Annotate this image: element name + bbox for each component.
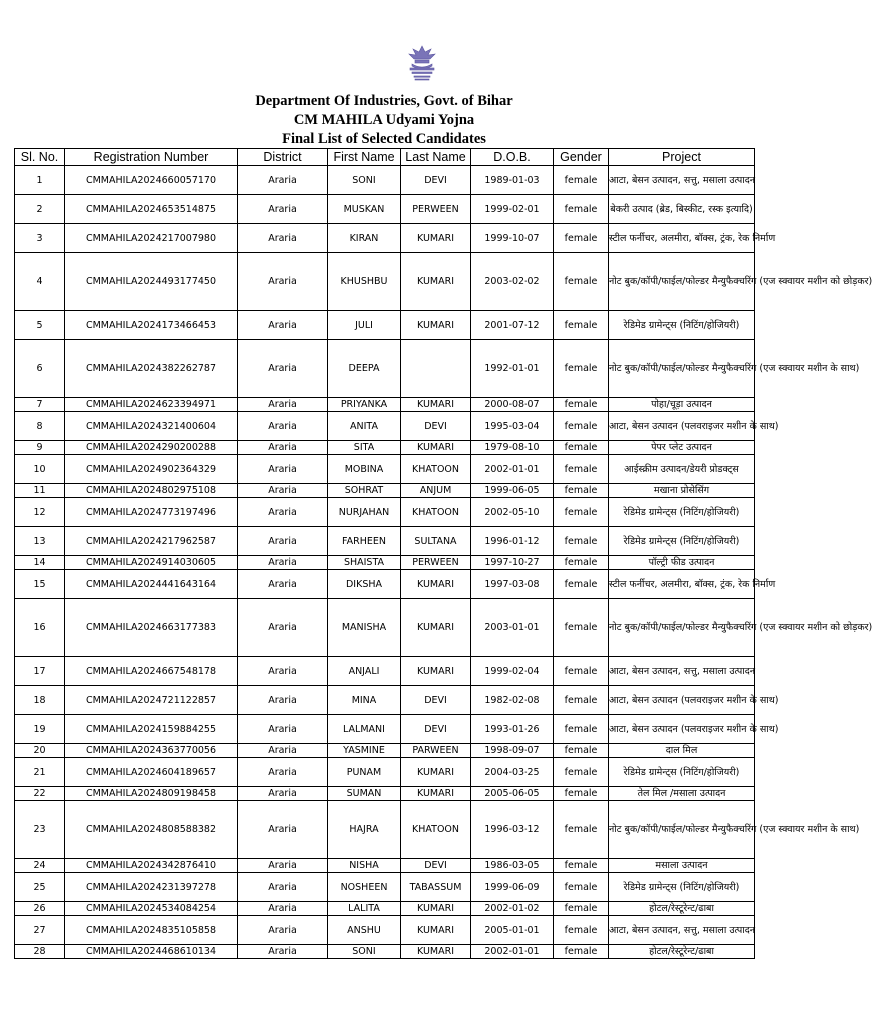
cell-last-name: KUMARI xyxy=(401,398,471,412)
cell-project: पोहा/चूड़ा उत्पादन xyxy=(609,398,755,412)
cell-last-name: KHATOON xyxy=(401,498,471,527)
cell-first-name: LALITA xyxy=(328,902,401,916)
table-row xyxy=(15,787,755,801)
cell-project: रेडिमेड ग्रामेन्ट्स (निटिंग/होजियरी) xyxy=(609,873,755,902)
cell-first-name: NOSHEEN xyxy=(328,873,401,902)
cell-last-name: KUMARI xyxy=(401,916,471,945)
cell-district: Araria xyxy=(238,599,328,657)
cell-registration-number: CMMAHILA2024290200288 xyxy=(65,441,238,455)
cell-first-name: NURJAHAN xyxy=(328,498,401,527)
table-row xyxy=(15,498,755,527)
cell-dob: 2002-05-10 xyxy=(471,498,554,527)
table-header-row xyxy=(15,149,755,166)
cell-district: Araria xyxy=(238,527,328,556)
cell-registration-number: CMMAHILA2024604189657 xyxy=(65,758,238,787)
cell-dob: 1979-08-10 xyxy=(471,441,554,455)
cell-registration-number: CMMAHILA2024342876410 xyxy=(65,859,238,873)
cell-dob: 2003-02-02 xyxy=(471,253,554,311)
cell-dob: 1997-10-27 xyxy=(471,556,554,570)
cell-district: Araria xyxy=(238,916,328,945)
table-row xyxy=(15,441,755,455)
cell-dob: 1997-03-08 xyxy=(471,570,554,599)
cell-district: Araria xyxy=(238,195,328,224)
cell-project: नोट बुक/कॉपी/फाईल/फोल्डर मैन्युफैक्चरिंग (एज स्क्वायर मशीन के साथ) xyxy=(609,801,755,859)
cell-registration-number: CMMAHILA2024159884255 xyxy=(65,715,238,744)
cell-gender: female xyxy=(554,570,609,599)
cell-dob: 2005-01-01 xyxy=(471,916,554,945)
cell-dob: 1999-10-07 xyxy=(471,224,554,253)
cell-project: मखाना प्रोसेसिंग xyxy=(609,484,755,498)
cell-district: Araria xyxy=(238,902,328,916)
cell-last-name: DEVI xyxy=(401,686,471,715)
cell-dob: 1996-03-12 xyxy=(471,801,554,859)
cell-registration-number: CMMAHILA2024902364329 xyxy=(65,455,238,484)
cell-registration-number: CMMAHILA2024363770056 xyxy=(65,744,238,758)
table-row xyxy=(15,657,755,686)
cell-sl-no: 23 xyxy=(15,801,65,859)
cell-sl-no: 6 xyxy=(15,340,65,398)
cell-gender: female xyxy=(554,859,609,873)
cell-project: नोट बुक/कॉपी/फाईल/फोल्डर मैन्युफैक्चरिंग (एज स्क्वायर मशीन के साथ) xyxy=(609,340,755,398)
cell-dob: 1982-02-08 xyxy=(471,686,554,715)
cell-district: Araria xyxy=(238,484,328,498)
cell-district: Araria xyxy=(238,873,328,902)
cell-project: आटा, बेसन उत्पादन, सत्तु, मसाला उत्पादन xyxy=(609,657,755,686)
cell-registration-number: CMMAHILA2024493177450 xyxy=(65,253,238,311)
cell-dob: 2000-08-07 xyxy=(471,398,554,412)
cell-first-name: HAJRA xyxy=(328,801,401,859)
cell-sl-no: 24 xyxy=(15,859,65,873)
cell-first-name: MANISHA xyxy=(328,599,401,657)
cell-district: Araria xyxy=(238,253,328,311)
cell-first-name: KIRAN xyxy=(328,224,401,253)
cell-sl-no: 13 xyxy=(15,527,65,556)
cell-district: Araria xyxy=(238,859,328,873)
cell-last-name: KUMARI xyxy=(401,441,471,455)
table-row xyxy=(15,556,755,570)
col-header-dob: D.O.B. xyxy=(471,149,554,166)
cell-last-name: ANJUM xyxy=(401,484,471,498)
cell-sl-no: 15 xyxy=(15,570,65,599)
list-title: Final List of Selected Candidates xyxy=(282,131,486,147)
cell-registration-number: CMMAHILA2024217007980 xyxy=(65,224,238,253)
table-row xyxy=(15,758,755,787)
cell-first-name: PUNAM xyxy=(328,758,401,787)
cell-gender: female xyxy=(554,902,609,916)
cell-last-name: DEVI xyxy=(401,859,471,873)
cell-registration-number: CMMAHILA2024802975108 xyxy=(65,484,238,498)
table-row xyxy=(15,195,755,224)
cell-gender: female xyxy=(554,412,609,441)
cell-gender: female xyxy=(554,758,609,787)
cell-project: पेपर प्लेट उत्पादन xyxy=(609,441,755,455)
table-row xyxy=(15,340,755,398)
cell-dob: 1995-03-04 xyxy=(471,412,554,441)
cell-project: स्टील फर्नीचर, अलमीरा, बॉक्स, ट्रंक, रेक निर्माण xyxy=(609,224,755,253)
cell-project: रेडिमेड ग्रामेन्ट्स (निटिंग/होजियरी) xyxy=(609,311,755,340)
table-row xyxy=(15,945,755,959)
col-header-district: District xyxy=(238,149,328,166)
cell-registration-number: CMMAHILA2024808588382 xyxy=(65,801,238,859)
cell-first-name: PRIYANKA xyxy=(328,398,401,412)
cell-last-name: KUMARI xyxy=(401,902,471,916)
cell-last-name: SULTANA xyxy=(401,527,471,556)
cell-first-name: DIKSHA xyxy=(328,570,401,599)
table-row xyxy=(15,311,755,340)
cell-district: Araria xyxy=(238,556,328,570)
cell-first-name: SONI xyxy=(328,166,401,195)
table-body xyxy=(15,166,872,959)
cell-project: स्टील फर्नीचर, अलमीरा, बॉक्स, ट्रंक, रेक निर्माण xyxy=(609,570,755,599)
cell-gender: female xyxy=(554,801,609,859)
cell-project: मसाला उत्पादन xyxy=(609,859,755,873)
cell-district: Araria xyxy=(238,686,328,715)
col-header-sl-no: Sl. No. xyxy=(15,149,65,166)
cell-district: Araria xyxy=(238,787,328,801)
cell-district: Araria xyxy=(238,570,328,599)
cell-registration-number: CMMAHILA2024468610134 xyxy=(65,945,238,959)
cell-project: होटल/रेस्टूरेन्ट/ढाबा xyxy=(609,945,755,959)
cell-project: नोट बुक/कॉपी/फाईल/फोल्डर मैन्युफैक्चरिंग (एज स्क्वायर मशीन को छोड़कर) xyxy=(609,599,755,657)
cell-sl-no: 25 xyxy=(15,873,65,902)
cell-project: रेडिमेड ग्रामेन्ट्स (निटिंग/होजियरी) xyxy=(609,758,755,787)
cell-gender: female xyxy=(554,945,609,959)
cell-dob: 2002-01-01 xyxy=(471,945,554,959)
cell-registration-number: CMMAHILA2024623394971 xyxy=(65,398,238,412)
cell-district: Araria xyxy=(238,657,328,686)
cell-district: Araria xyxy=(238,715,328,744)
cell-project: रेडिमेड ग्रामेन्ट्स (निटिंग/होजियरी) xyxy=(609,527,755,556)
cell-registration-number: CMMAHILA2024809198458 xyxy=(65,787,238,801)
cell-sl-no: 4 xyxy=(15,253,65,311)
cell-first-name: ANJALI xyxy=(328,657,401,686)
cell-registration-number: CMMAHILA2024441643164 xyxy=(65,570,238,599)
department-title: Department Of Industries, Govt. of Bihar xyxy=(255,93,513,109)
cell-last-name: KUMARI xyxy=(401,253,471,311)
cell-district: Araria xyxy=(238,498,328,527)
cell-sl-no: 5 xyxy=(15,311,65,340)
cell-gender: female xyxy=(554,556,609,570)
cell-gender: female xyxy=(554,527,609,556)
cell-gender: female xyxy=(554,873,609,902)
cell-dob: 1999-06-09 xyxy=(471,873,554,902)
col-header-last-name: Last Name xyxy=(401,149,471,166)
cell-dob: 1998-09-07 xyxy=(471,744,554,758)
cell-last-name: DEVI xyxy=(401,715,471,744)
cell-first-name: DEEPA xyxy=(328,340,401,398)
cell-first-name: YASMINE xyxy=(328,744,401,758)
table-row xyxy=(15,916,755,945)
cell-sl-no: 7 xyxy=(15,398,65,412)
cell-last-name: TABASSUM xyxy=(401,873,471,902)
cell-registration-number: CMMAHILA2024173466453 xyxy=(65,311,238,340)
col-header-registration-number: Registration Number xyxy=(65,149,238,166)
table-row xyxy=(15,859,755,873)
cell-dob: 1986-03-05 xyxy=(471,859,554,873)
cell-last-name: KUMARI xyxy=(401,945,471,959)
cell-gender: female xyxy=(554,599,609,657)
cell-district: Araria xyxy=(238,166,328,195)
cell-first-name: MUSKAN xyxy=(328,195,401,224)
cell-first-name: SHAISTA xyxy=(328,556,401,570)
table-row xyxy=(15,484,755,498)
cell-project: आटा, बेसन उत्पादन (पलवराइजर मशीन के साथ) xyxy=(609,412,755,441)
cell-project: तेल मिल /मसाला उत्पादन xyxy=(609,787,755,801)
cell-sl-no: 1 xyxy=(15,166,65,195)
cell-project: बेकरी उत्पाद (ब्रेड, बिस्कीट, रस्क इत्यादि) xyxy=(609,195,755,224)
cell-sl-no: 19 xyxy=(15,715,65,744)
cell-gender: female xyxy=(554,484,609,498)
cell-last-name: KUMARI xyxy=(401,224,471,253)
cell-registration-number: CMMAHILA2024663177383 xyxy=(65,599,238,657)
cell-district: Araria xyxy=(238,744,328,758)
cell-dob: 1999-02-04 xyxy=(471,657,554,686)
cell-project: होटल/रेस्टूरेन्ट/ढाबा xyxy=(609,902,755,916)
cell-last-name: PERWEEN xyxy=(401,556,471,570)
cell-first-name: KHUSHBU xyxy=(328,253,401,311)
table-row xyxy=(15,902,755,916)
cell-sl-no: 28 xyxy=(15,945,65,959)
cell-gender: female xyxy=(554,715,609,744)
cell-project: नोट बुक/कॉपी/फाईल/फोल्डर मैन्युफैक्चरिंग (एज स्क्वायर मशीन को छोड़कर) xyxy=(609,253,755,311)
table-row xyxy=(15,253,755,311)
selected-candidates-table xyxy=(14,148,872,959)
cell-registration-number: CMMAHILA2024667548178 xyxy=(65,657,238,686)
cell-last-name: KUMARI xyxy=(401,599,471,657)
cell-registration-number: CMMAHILA2024321400604 xyxy=(65,412,238,441)
cell-dob: 2002-01-02 xyxy=(471,902,554,916)
cell-first-name: FARHEEN xyxy=(328,527,401,556)
cell-first-name: ANSHU xyxy=(328,916,401,945)
cell-dob: 1999-02-01 xyxy=(471,195,554,224)
cell-project: आटा, बेसन उत्पादन, सत्तु, मसाला उत्पादन xyxy=(609,916,755,945)
cell-registration-number: CMMAHILA2024721122857 xyxy=(65,686,238,715)
table-row xyxy=(15,570,755,599)
cell-district: Araria xyxy=(238,340,328,398)
cell-dob: 2002-01-01 xyxy=(471,455,554,484)
cell-district: Araria xyxy=(238,412,328,441)
cell-last-name: KUMARI xyxy=(401,787,471,801)
cell-last-name: KHATOON xyxy=(401,801,471,859)
cell-gender: female xyxy=(554,787,609,801)
table-row xyxy=(15,455,755,484)
cell-first-name: NISHA xyxy=(328,859,401,873)
cell-first-name: SOHRAT xyxy=(328,484,401,498)
cell-dob: 2001-07-12 xyxy=(471,311,554,340)
col-header-gender: Gender xyxy=(554,149,609,166)
cell-last-name: DEVI xyxy=(401,166,471,195)
cell-last-name: KUMARI xyxy=(401,311,471,340)
cell-sl-no: 12 xyxy=(15,498,65,527)
cell-project: रेडिमेड ग्रामेन्ट्स (निटिंग/होजियरी) xyxy=(609,498,755,527)
cell-gender: female xyxy=(554,224,609,253)
table-row xyxy=(15,398,755,412)
cell-dob: 2005-06-05 xyxy=(471,787,554,801)
cell-gender: female xyxy=(554,498,609,527)
cell-registration-number: CMMAHILA2024653514875 xyxy=(65,195,238,224)
cell-registration-number: CMMAHILA2024660057170 xyxy=(65,166,238,195)
cell-registration-number: CMMAHILA2024217962587 xyxy=(65,527,238,556)
cell-last-name xyxy=(401,340,471,398)
cell-first-name: LALMANI xyxy=(328,715,401,744)
table-row xyxy=(15,599,755,657)
cell-gender: female xyxy=(554,398,609,412)
cell-last-name: KHATOON xyxy=(401,455,471,484)
cell-sl-no: 27 xyxy=(15,916,65,945)
cell-gender: female xyxy=(554,916,609,945)
cell-sl-no: 21 xyxy=(15,758,65,787)
scheme-title: CM MAHILA Udyami Yojna xyxy=(293,112,475,128)
cell-district: Araria xyxy=(238,441,328,455)
cell-sl-no: 16 xyxy=(15,599,65,657)
cell-dob: 1989-01-03 xyxy=(471,166,554,195)
cell-project: आटा, बेसन उत्पादन (पलवराइजर मशीन के साथ) xyxy=(609,686,755,715)
cell-district: Araria xyxy=(238,455,328,484)
cell-district: Araria xyxy=(238,801,328,859)
table-row xyxy=(15,801,755,859)
cell-last-name: KUMARI xyxy=(401,657,471,686)
cell-project: आटा, बेसन उत्पादन (पलवराइजर मशीन के साथ) xyxy=(609,715,755,744)
cell-gender: female xyxy=(554,166,609,195)
cell-dob: 1999-06-05 xyxy=(471,484,554,498)
cell-dob: 2003-01-01 xyxy=(471,599,554,657)
cell-last-name: KUMARI xyxy=(401,570,471,599)
cell-gender: female xyxy=(554,744,609,758)
cell-sl-no: 11 xyxy=(15,484,65,498)
cell-district: Araria xyxy=(238,311,328,340)
table-row xyxy=(15,686,755,715)
cell-project: आईस्क्रीम उत्पादन/डेयरी प्रोडक्ट्स xyxy=(609,455,755,484)
cell-last-name: PERWEEN xyxy=(401,195,471,224)
table-row xyxy=(15,224,755,253)
cell-gender: female xyxy=(554,195,609,224)
table-row xyxy=(15,166,755,195)
col-header-project: Project xyxy=(609,149,755,166)
cell-registration-number: CMMAHILA2024773197496 xyxy=(65,498,238,527)
cell-registration-number: CMMAHILA2024914030605 xyxy=(65,556,238,570)
cell-sl-no: 22 xyxy=(15,787,65,801)
cell-gender: female xyxy=(554,686,609,715)
cell-district: Araria xyxy=(238,945,328,959)
cell-sl-no: 17 xyxy=(15,657,65,686)
cell-district: Araria xyxy=(238,224,328,253)
cell-last-name: DEVI xyxy=(401,412,471,441)
cell-registration-number: CMMAHILA2024534084254 xyxy=(65,902,238,916)
cell-first-name: SONI xyxy=(328,945,401,959)
cell-gender: female xyxy=(554,657,609,686)
cell-sl-no: 26 xyxy=(15,902,65,916)
cell-registration-number: CMMAHILA2024835105858 xyxy=(65,916,238,945)
cell-dob: 1992-01-01 xyxy=(471,340,554,398)
cell-district: Araria xyxy=(238,398,328,412)
cell-first-name: JULI xyxy=(328,311,401,340)
cell-gender: female xyxy=(554,340,609,398)
cell-sl-no: 10 xyxy=(15,455,65,484)
cell-project: पॉल्ट्री फीड उत्पादन xyxy=(609,556,755,570)
cell-dob: 2004-03-25 xyxy=(471,758,554,787)
cell-last-name: KUMARI xyxy=(401,758,471,787)
table-row xyxy=(15,412,755,441)
cell-project: आटा, बेसन उत्पादन, सत्तु, मसाला उत्पादन xyxy=(609,166,755,195)
cell-sl-no: 2 xyxy=(15,195,65,224)
cell-sl-no: 18 xyxy=(15,686,65,715)
cell-last-name: PARWEEN xyxy=(401,744,471,758)
cell-district: Araria xyxy=(238,758,328,787)
cell-dob: 1996-01-12 xyxy=(471,527,554,556)
cell-sl-no: 9 xyxy=(15,441,65,455)
cell-first-name: MOBINA xyxy=(328,455,401,484)
cell-project: दाल मिल xyxy=(609,744,755,758)
cell-registration-number: CMMAHILA2024231397278 xyxy=(65,873,238,902)
cell-gender: female xyxy=(554,455,609,484)
cell-gender: female xyxy=(554,311,609,340)
cell-first-name: SITA xyxy=(328,441,401,455)
col-header-first-name: First Name xyxy=(328,149,401,166)
cell-dob: 1993-01-26 xyxy=(471,715,554,744)
cell-sl-no: 20 xyxy=(15,744,65,758)
cell-sl-no: 3 xyxy=(15,224,65,253)
table-row xyxy=(15,873,755,902)
bihar-government-emblem-icon xyxy=(402,44,442,86)
table-row xyxy=(15,715,755,744)
cell-gender: female xyxy=(554,253,609,311)
cell-first-name: SUMAN xyxy=(328,787,401,801)
cell-sl-no: 8 xyxy=(15,412,65,441)
cell-first-name: MINA xyxy=(328,686,401,715)
cell-sl-no: 14 xyxy=(15,556,65,570)
table-row xyxy=(15,527,755,556)
cell-first-name: ANITA xyxy=(328,412,401,441)
cell-gender: female xyxy=(554,441,609,455)
table-row xyxy=(15,744,755,758)
cell-registration-number: CMMAHILA2024382262787 xyxy=(65,340,238,398)
